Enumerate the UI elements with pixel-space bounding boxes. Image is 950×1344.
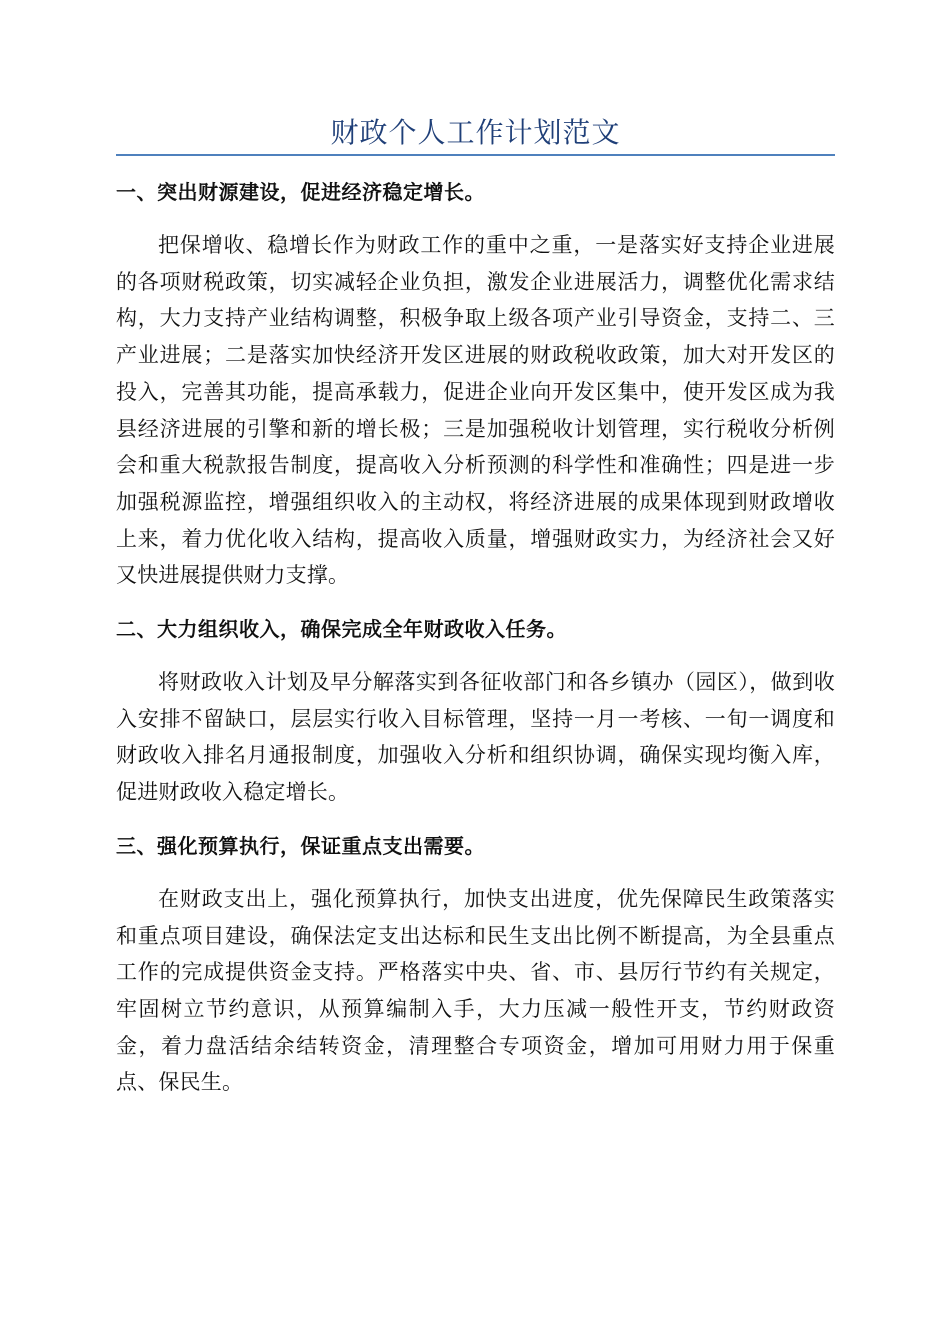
- section-1-paragraph: 把保增收、稳增长作为财政工作的重中之重，一是落实好支持企业进展的各项财税政策，切实减轻企业负担，激发企业进展活力，调整优化需求结构，大力支持产业结构调整，积极争取上级各项产业引导资金，支持二、三产业进展；二是落实加快经济开发区进展的财政税收政策，加大对开发区的投入，完善其功能，提高承载力，促进企业向开发区集中，使开发区成为我县经济进展的引擎和新的增长极；三是加强税收计划管理，实行税收分析例会和重大税款报告制度，提高收入分析预测的科学性和准确性；四是进一步加强税源监控，增强组织收入的主动权，将经济进展的成果体现到财政增收上来，着力优化收入结构，提高收入质量，增强财政实力，为经济社会又好又快进展提供财力支撑。: [116, 233, 835, 588]
- spacer: [116, 594, 835, 611]
- section-2-heading: 二、大力组织收入，确保完成全年财政收入任务。: [116, 617, 567, 642]
- spacer: [116, 210, 835, 227]
- document-body: [116, 174, 835, 1101]
- title-underline: [116, 154, 835, 156]
- section-1-heading: 一、突出财源建设，促进经济稳定增长。: [116, 180, 485, 204]
- spacer: [116, 811, 835, 828]
- section-3-heading: 三、强化预算执行，保证重点支出需要。: [116, 833, 485, 858]
- spacer: [116, 864, 835, 881]
- section-3-paragraph: 在财政支出上，强化预算执行，加快支出进度，优先保障民生政策落实和重点项目建设，确保法定支出达标和民生支出比例不断提高，为全县重点工作的完成提供资金支持。严格落实中央、省、市、县厉行节约有关规定，牢固树立节约意识，从预算编制入手，大力压减一般性开支，节约财政资金，着力盘活结余结转资金，清理整合专项资金，增加可用财力用于保重点、保民生。: [116, 886, 835, 1095]
- spacer: [116, 647, 835, 664]
- section-2-paragraph: 将财政收入计划及早分解落实到各征收部门和各乡镇办（园区），做到收入安排不留缺口，层层实行收入目标管理，坚持一月一考核、一旬一调度和财政收入排名月通报制度，加强收入分析和组织协调，确保实现均衡入库，促进财政收入稳定增长。: [116, 670, 835, 805]
- document-title: 财政个人工作计划范文: [330, 116, 621, 149]
